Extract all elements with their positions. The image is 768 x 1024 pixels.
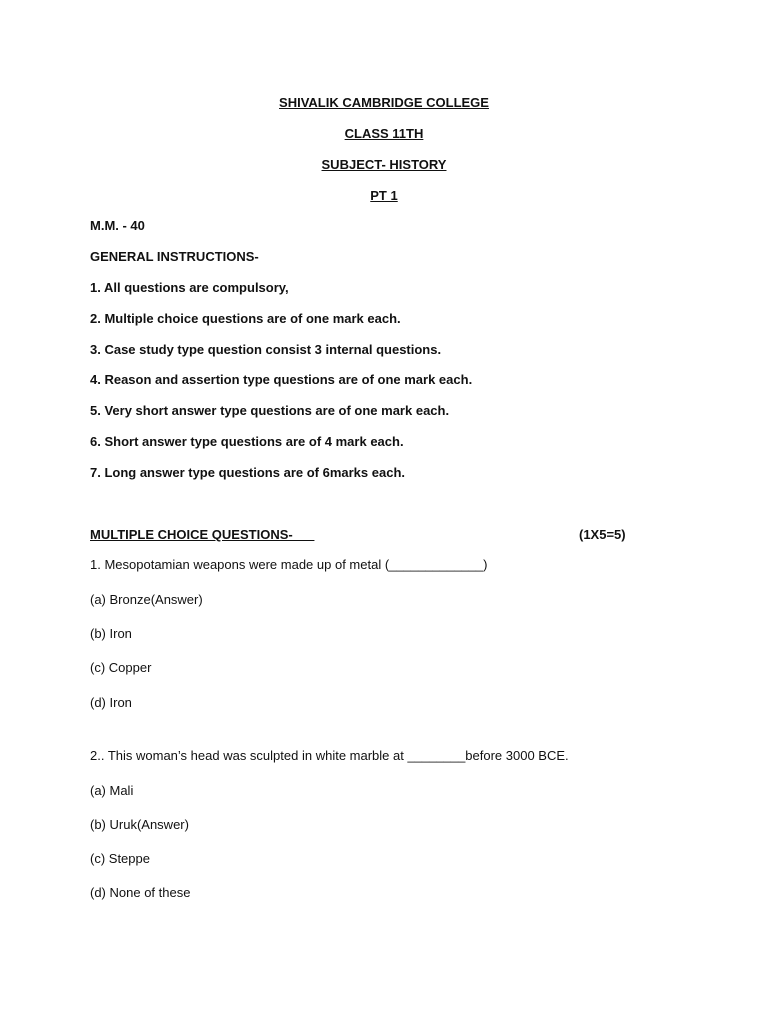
option-item: (c) Steppe [90, 851, 150, 866]
option-item: (b) Iron [90, 626, 132, 641]
option-item: (b) Uruk(Answer) [90, 817, 189, 832]
class-title: CLASS 11TH [344, 126, 424, 141]
test-title: PT 1 [370, 188, 398, 203]
section-marks: (1X5=5) [579, 527, 626, 542]
question-text: 1. Mesopotamian weapons were made up of metal (_____________) [90, 557, 488, 572]
option-item: (d) Iron [90, 695, 132, 710]
instruction-item: 1. All questions are compulsory, [90, 280, 289, 295]
option-item: (a) Bronze(Answer) [90, 592, 203, 607]
option-item: (a) Mali [90, 783, 134, 798]
instruction-item: 7. Long answer type questions are of 6marks each. [90, 465, 405, 480]
instruction-item: 4. Reason and assertion type questions are of one mark each. [90, 372, 473, 387]
instruction-item: 2. Multiple choice questions are of one mark each. [90, 311, 401, 326]
section-title: MULTIPLE CHOICE QUESTIONS-___ [90, 527, 315, 542]
option-item: (d) None of these [90, 885, 191, 900]
question-text: 2.. This woman’s head was sculpted in white marble at ________before 3000 BCE. [90, 748, 569, 763]
subject-title: SUBJECT- HISTORY [321, 157, 447, 172]
instruction-item: 3. Case study type question consist 3 internal questions. [90, 342, 442, 357]
instruction-item: 5. Very short answer type questions are of one mark each. [90, 403, 450, 418]
instruction-item: 6. Short answer type questions are of 4 mark each. [90, 434, 404, 449]
option-item: (c) Copper [90, 660, 152, 675]
college-name: SHIVALIK CAMBRIDGE COLLEGE [279, 95, 489, 110]
instructions-heading: GENERAL INSTRUCTIONS- [90, 249, 259, 264]
max-marks: M.M. - 40 [90, 218, 145, 233]
